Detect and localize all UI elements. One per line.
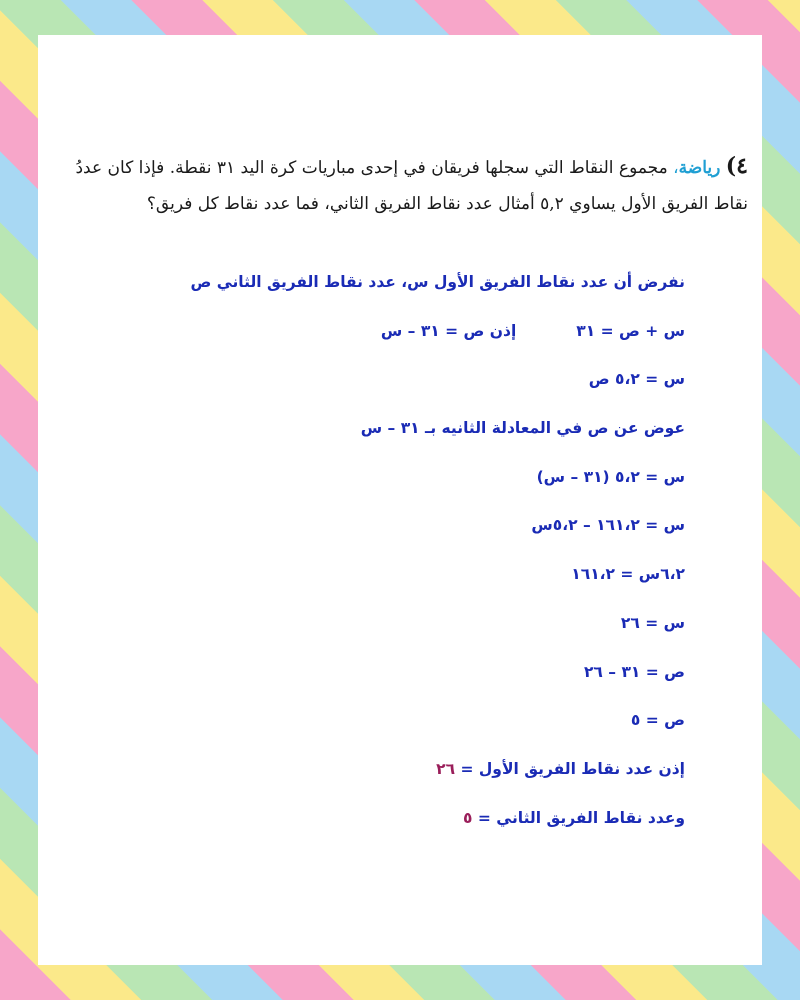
worksheet-card <box>38 35 762 965</box>
solution-assume: نفرض أن عدد نقاط الفريق الأول س، عدد نقاط الفريق الثاني ص <box>190 273 685 291</box>
solution-equation-2: س = ٥،٢ ص <box>588 370 685 389</box>
equation-1-right: إذن ص = ٣١ – س <box>380 321 517 340</box>
solution-step-6: ص = ٥ <box>630 711 685 730</box>
equation-1-left: س + ص = ٣١ <box>576 321 685 340</box>
question-line-1 <box>48 147 748 185</box>
solution-step-3: ٦،٢س = ١٦١،٢ <box>571 565 685 584</box>
question-block <box>48 147 748 223</box>
question-line-2: نقاط الفريق الأول يساوي ٥,٢ أمثال عدد نقاط الفريق الثاني، فما عدد نقاط كل فريق؟ <box>146 194 748 214</box>
solution-answer-1 <box>45 745 685 794</box>
answer-2-text: وعدد نقاط الفريق الثاني = <box>472 808 685 827</box>
answer-1-value: ٢٦ <box>436 759 456 778</box>
question-text-1: مجموع النقاط التي سجلها فريقان في إحدى مباريات كرة اليد ٣١ نقطة. فإذا كان عددُ <box>75 158 668 178</box>
solution-block <box>45 258 685 842</box>
answer-2-value: ٥ <box>463 808 473 827</box>
question-number: ٤) <box>725 153 748 179</box>
solution-step-5: ص = ٣١ – ٢٦ <box>583 662 685 681</box>
solution-substitute: عوض عن ص في المعادلة الثانيه بـ ٣١ – س <box>360 419 685 438</box>
question-tag-separator: ، <box>673 158 679 178</box>
solution-step-4: س = ٢٦ <box>620 613 685 632</box>
answer-1-text: إذن عدد نقاط الفريق الأول = <box>455 759 685 778</box>
question-tag: رياضة <box>678 158 721 178</box>
solution-answer-2 <box>45 794 685 843</box>
solution-equation-1 <box>45 307 685 356</box>
solution-step-1: س = ٥،٢ (٣١ – س) <box>536 467 685 486</box>
solution-step-2: س = ١٦١،٢ – ٥،٢س <box>531 516 685 535</box>
